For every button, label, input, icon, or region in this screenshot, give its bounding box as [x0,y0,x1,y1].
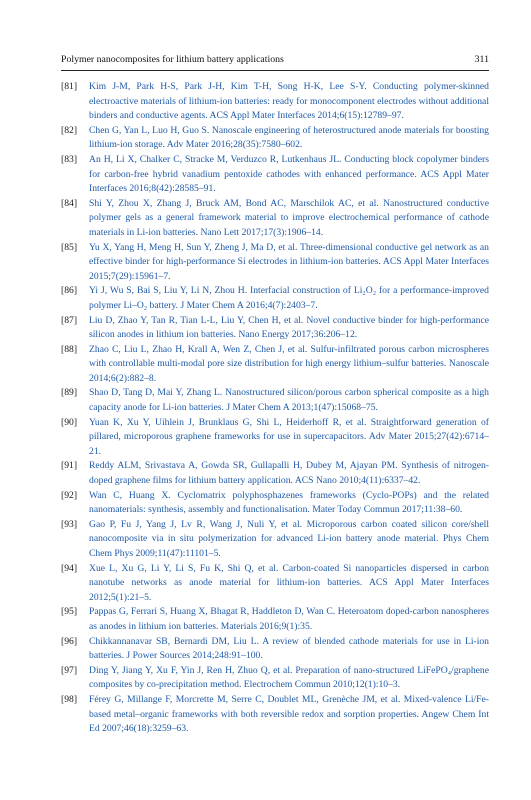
reference-citation[interactable]: Yuan K, Xu Y, Uihlein J, Brunklaus G, Shi L, Heiderhoff R, et al. Straightforward generation of pillared, microporous graphene frameworks for use in supercapacitors. Adv Mater 2015;27(42):6714–21. [89,416,489,457]
reference-item[interactable] [61,343,489,387]
running-header [61,52,489,68]
reference-number: [96] [61,635,78,647]
reference-citation[interactable]: Kim J-M, Park H-S, Park J-H, Kim T-H, Song H-K, Lee S-Y. Conducting polymer-skinned electroactive materials of lithium-ion batteries: ready for monocomponent electrodes without additional binders and conductive agents. ACS Appl Mater Interfaces 2014;6(15):12789–97. [89,81,489,122]
reference-item[interactable] [61,153,489,197]
reference-citation[interactable]: Liu D, Zhao Y, Tan R, Tian L-L, Liu Y, Chen H, et al. Novel conductive binder for high-performance silicon anodes in lithium ion batteries. Nano Energy 2017;36:206–12. [89,314,489,341]
reference-number: [98] [61,693,78,705]
reference-item[interactable] [61,386,489,415]
reference-number: [92] [61,489,78,501]
reference-citation[interactable]: Yu X, Yang H, Meng H, Sun Y, Zheng J, Ma D, et al. Three-dimensional conductive gel network as an effective binder for high-performance Si electrodes in lithium-ion batteries. ACS Appl Mater Interfaces 2015;7(29):15961–7. [89,241,489,282]
reference-number: [95] [61,606,78,618]
reference-item[interactable] [61,80,489,124]
page-number: 311 [474,54,489,65]
reference-item[interactable] [61,416,489,460]
reference-list [61,80,489,737]
reference-number: [81] [61,81,78,92]
reference-citation[interactable]: Yi J, Wu S, Bai S, Liu Y, Li N, Zhou H. Interfacial construction of Li₂O₂ for a performance-improved polymer Li–O₂ battery. J Mater Chem A 2016;4(7):2403–7. [89,285,489,311]
reference-number: [85] [61,241,78,253]
reference-item[interactable] [61,314,489,343]
reference-item[interactable] [61,284,489,313]
reference-number: [86] [61,285,78,297]
reference-citation[interactable]: Chikkannanavar SB, Bernardi DM, Liu L. A review of blended cathode materials for use in Li-ion batteries. J Power Sources 2014;248:91–100. [89,635,489,662]
reference-number: [97] [61,664,78,676]
reference-citation[interactable]: An H, Li X, Chalker C, Stracke M, Verduzco R, Lutkenhaus JL. Conducting block copolymer binders for carbon-free hybrid vanadium pentoxide cathodes with enhanced performance. ACS Appl Mater Interfaces 2016;8(42):28585–91. [89,153,489,195]
reference-citation[interactable]: Shao D, Tang D, Mai Y, Zhang L. Nanostructured silicon/porous carbon spherical composite as a high capacity anode for Li-ion batteries. J Mater Chem A 2013;1(47):15068–75. [89,387,489,414]
reference-number: [90] [61,416,78,428]
reference-number: [83] [61,153,78,165]
reference-number: [91] [61,460,78,472]
reference-item[interactable] [61,693,489,737]
reference-citation[interactable]: Férey G, Millange F, Morcrette M, Serre C, Doublet ML, Grenèche JM, et al. Mixed-valence Li/Fe-based metal–organic frameworks with both reversible redox and sorption properties. Angew Chem Int Ed 2007;46(18):3259–63. [89,693,489,735]
reference-number: [89] [61,387,78,399]
reference-item[interactable] [61,459,489,488]
reference-item[interactable] [61,605,489,634]
reference-number: [88] [61,343,78,355]
header-rule [61,70,489,71]
reference-item[interactable] [61,197,489,241]
reference-citation[interactable]: Pappas G, Ferrari S, Huang X, Bhagat R, Haddleton D, Wan C. Heteroatom doped-carbon nanospheres as anodes in lithium ion batteries. Materials 2016;9(1):35. [89,606,489,632]
reference-item[interactable] [61,664,489,693]
reference-item[interactable] [61,241,489,285]
reference-citation[interactable]: Zhao C, Liu L, Zhao H, Krall A, Wen Z, Chen J, et al. Sulfur-infiltrated porous carbon microspheres with controllable multi-modal pore size distribution for high energy lithium–sulfur batteries. Nanoscale 2014;6(2):882–8. [89,343,489,384]
reference-citation[interactable]: Reddy ALM, Srivastava A, Gowda SR, Gullapalli H, Dubey M, Ajayan PM. Synthesis of nitrogen-doped graphene films for lithium battery application. ACS Nano 2010;4(11):6337–42. [89,460,489,487]
reference-item[interactable] [61,562,489,606]
reference-item[interactable] [61,518,489,562]
reference-item[interactable] [61,489,489,518]
reference-number: [94] [61,562,78,574]
reference-citation[interactable]: Wan C, Huang X. Cyclomatrix polyphosphazenes frameworks (Cyclo-POPs) and the related nanomaterials: synthesis, assembly and functionalisation. Mater Today Commun 2017;11:38–60. [89,489,489,516]
reference-citation[interactable]: Chen G, Yan L, Luo H, Guo S. Nanoscale engineering of heterostructured anode materials for boosting lithium-ion storage. Adv Mater 2016;28(35):7580–602. [89,124,489,151]
reference-item[interactable] [61,124,489,153]
reference-citation[interactable]: Xue L, Xu G, Li Y, Li S, Fu K, Shi Q, et al. Carbon-coated Si nanoparticles dispersed in carbon nanotube networks as anode material for lithium-ion batteries. ACS Appl Mater Interfaces 2012;5(1):21–5. [89,562,489,603]
reference-number: [87] [61,314,78,326]
reference-number: [84] [61,197,78,209]
reference-item[interactable] [61,635,489,664]
reference-number: [93] [61,518,78,530]
reference-citation[interactable]: Gao P, Fu J, Yang J, Lv R, Wang J, Nuli Y, et al. Microporous carbon coated silicon core/shell nanocomposite via in situ polymerization for advanced Li-ion battery anode material. Phys Chem Chem Phys 2009;11(47):11101–5. [89,518,489,559]
reference-citation[interactable]: Ding Y, Jiang Y, Xu F, Yin J, Ren H, Zhuo Q, et al. Preparation of nano-structured LiFePO₄/graphene composites by co-precipitation method. Electrochem Commun 2010;12(1):10–3. [89,664,489,691]
running-title: Polymer nanocomposites for lithium battery applications [61,54,284,65]
reference-citation[interactable]: Shi Y, Zhou X, Zhang J, Bruck AM, Bond AC, Marschilok AC, et al. Nanostructured conductive polymer gels as a general framework material to improve electrochemical performance of cathode materials in Li-ion batteries. Nano Lett 2017;17(3):1906–14. [89,197,489,238]
reference-number: [82] [61,124,78,136]
